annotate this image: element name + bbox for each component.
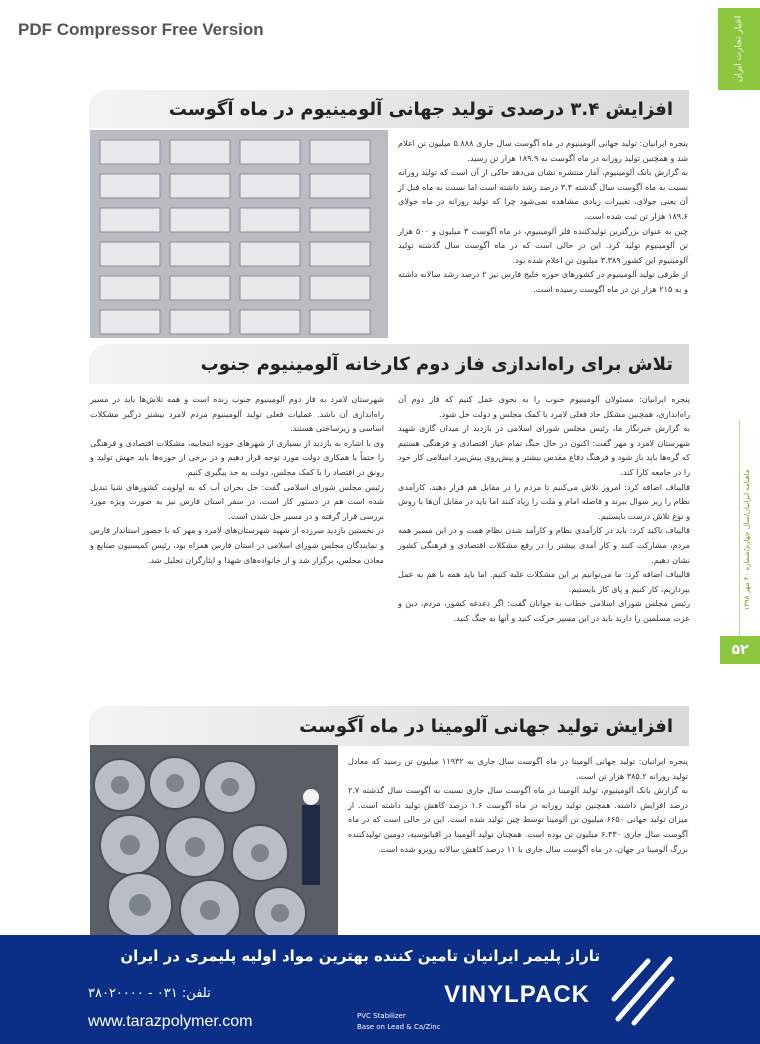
ad-website-link[interactable]: www.tarazpolymer.com xyxy=(88,1013,253,1030)
article-2-left-column: شهرستان لامرد به فاز دوم آلومینیوم جنوب زنده است و همه تلاش‌ها باید در مسیر راه‌اندازی آن باشد. عملیات فعلی تولید آلومینیوم مردم لامرد بیشتر درگیر مشکلات اساسی و زیرساختی هستند. وی با اشاره به بازدید از بسیاری از شهرهای حوزه انتخابیه، مشکلات اقتصادی و فرهنگی را حتماً با همکاری دولت مورد توجه قرار دهیم و در برخی از حوزه‌ها باید جهش تولید و رونق در اقتصاد را با کمک مجلس، دولت به جد پیگیری کنیم. رئیس مجلس شورای اسلامی گفت: حل بحران آب که به اولویت کشورهای شیا تبدیل شده است هم در دستور کار است، در سفر استان فارس نیز به صورت ویژه مورد بررسی قرار گرفته و در مسیر حل شدن است. در نخستین بازدید سرزده از شهید شهرستان‌های لامرد و مهر که با حضور استاندار فارس و نمایندگان مجلس شورای اسلامی در استان فارس همراه بود، رئیس کمیسیون صنایع و معادن مجلس، برگزار شد و از خانواده‌های شهدا و ایثارگران تجلیل شد. xyxy=(90,394,384,565)
article-3-headline-bar xyxy=(89,706,689,746)
ad-phone xyxy=(88,986,328,1001)
ad-product-line-2: Base on Lead & Ca/Zinc xyxy=(357,1023,441,1031)
article-1-headline: افزایش ۳.۴ درصدی تولید جهانی آلومینیوم در ماه آگوست xyxy=(168,98,673,120)
ad-tagline: تاراز پلیمر ایرانیان تامین کننده بهترین مواد اولیه پلیمری در ایران xyxy=(120,947,600,965)
ad-product-line-1: PVC Stabilizer xyxy=(357,1012,406,1020)
ad-banner[interactable] xyxy=(0,935,760,1044)
section-tab: اخبار تجارت ایران xyxy=(718,8,760,90)
page-number: ۵۲ xyxy=(720,636,760,664)
article-1-headline-bar xyxy=(89,90,689,128)
article-2-headline-bar xyxy=(89,344,689,384)
issue-info: ماهنامه ایرانیان/سال چهارم/شماره ۴۰ مهر ۱۳۹۸ xyxy=(743,469,751,611)
article-3-headline: افزایش تولید جهانی آلومینا در ماه آگوست xyxy=(299,715,673,737)
article-2-headline: تلاش برای راه‌اندازی فاز دوم کارخانه آلومینیوم جنوب xyxy=(200,353,673,375)
ad-phone-label: تلفن: xyxy=(181,986,211,1001)
taraz-logo-icon xyxy=(608,949,680,1027)
watermark-text: PDF Compressor Free Version xyxy=(18,20,264,39)
alumina-coils-photo xyxy=(90,745,338,935)
article-1-body: پنجره ایرانیان: تولید جهانی آلومینیوم در ماه آگوست سال جاری ۵.۸۸۸ میلیون تن اعلام شد و همچنین تولید روزانه در ماه آگوست به ۱۸۹.۹ هزار تن رسید. به گزارش بانک آلومینیوم، آمار منتشره نشان می‌دهد حاکی از آن است که تولید روزانه نسبت به ماه آگوست سال گذشته ۳.۴ درصد رشد داشته است اما نسبت به ماه قبل از آن یعنی جولای، تغییرات زیادی مشاهده نمی‌شود چرا که تولید روزانه در ماه جولای ۱۸۹.۶ هزار تن ثبت شده است. چین به عنوان بزرگترین تولیدکننده فلز آلومینیوم، در ماه آگوست ۳ میلیون و ۵۰۰ هزار تن آلومینیوم تولید کرد. این در حالی است که در ماه آگوست سال گذشته تولید آلومینیوم این کشور ۳.۳۸۹ میلیون تن اعلام شده بود. از طرفی تولید آلومینیوم در کشورهای حوزه خلیج فارس نیز ۲ درصد رشد سالانه داشته و به ۲۱۵ هزار تن در ماه آگوست رسیده است. xyxy=(398,138,689,294)
article-2-right-column: پنجره ایرانیان: مسئولان آلومینیوم جنوب را به نحوی عمل کنیم که فاز دوم آن راه‌اندازی، همچنین مشکل حاد فعلی لامرد با کمک مجلس و دولت حل شود. به گزارش خبرنگار ما، رئیس مجلس شورای اسلامی در بازدید از میدان گازی شهید شهرستان لامرد و مهر گفت: اکنون در حال جنگ تمام عیار اقتصادی و فرهنگی هستیم که گره‌ها باید باز شود و فرهنگ دفاع مقدس بیشتر و پیش‌روی پیش‌ببرد اسلامی کار خود را در جامعه کارا کند. قالیباف اضافه کرد: امروز تلاش می‌کنیم تا مردم را در مقابل هم قرار دهند، کارآمدی نظام را زیر سوال ببرند و فاصله امام و ملت را زیاد کنند اما باید در مقابل آن‌ها با روش و نوع تلاش درست بایستیم. قالیباف تاکید کرد: باید در کارآمدی نظام و کارآمد شدن نظام همت و در این مسیر همه مردم، مشارکت کنند و کار آمدی بیشتر را در رفع مشکلات اقتصادی و فرهنگی کشور نشان دهیم. قالیباف اضافه کرد: ما می‌توانیم بر این مشکلات غلبه کنیم. اما باید همه با هم به عمل بپردازیم، کار کنیم و پای کار بایستیم. رئیس مجلس شورای اسلامی خطاب به جوانان گفت: اگر دغدغه کشور، مردم، دین و عزت مسلمین را دارید باید در این مسیر حرکت کنید و آنها به جنگ کنید. xyxy=(398,394,690,623)
ad-brand: VINYLPACK xyxy=(444,981,590,1008)
article-3-body: پنجره ایرانیان: تولید جهانی آلومینا در ماه آگوست سال جاری به ۱۱۹۳۲ میلیون تن رسید که معادل تولید روزانه ۳۸۵.۲ هزار تن است. به گزارش بانک آلومینیوم، تولید آلومینا در ماه آگوست سال جاری نسبت به آگوست سال گذشته ۲.۷ درصد افزایش داشته. همچنین تولید روزانه در ماه آگوست ۱.۶ درصد کاهش تولید داشته است. از میزان تولید جهانی ۶۶۵۰ میلیون تن آلومینا توسط چین تولید شده است. این در حالی است که در ماه آگوست سال جاری ۶.۴۳۰ میلیون تن بوده است. همچنان تولید آلومینا در اقیانوسیه، دومین تولیدکننده بزرگ آلومینا در جهان، در ماه آگوست سال جاری با ۱۱ درصد کاهش سالانه روبرو شده است. xyxy=(348,756,688,854)
ad-phone-number: ۰۳۱ - ۳۸۰۲۰۰۰۰ xyxy=(88,986,178,1001)
aluminium-ingots-photo xyxy=(90,130,388,338)
